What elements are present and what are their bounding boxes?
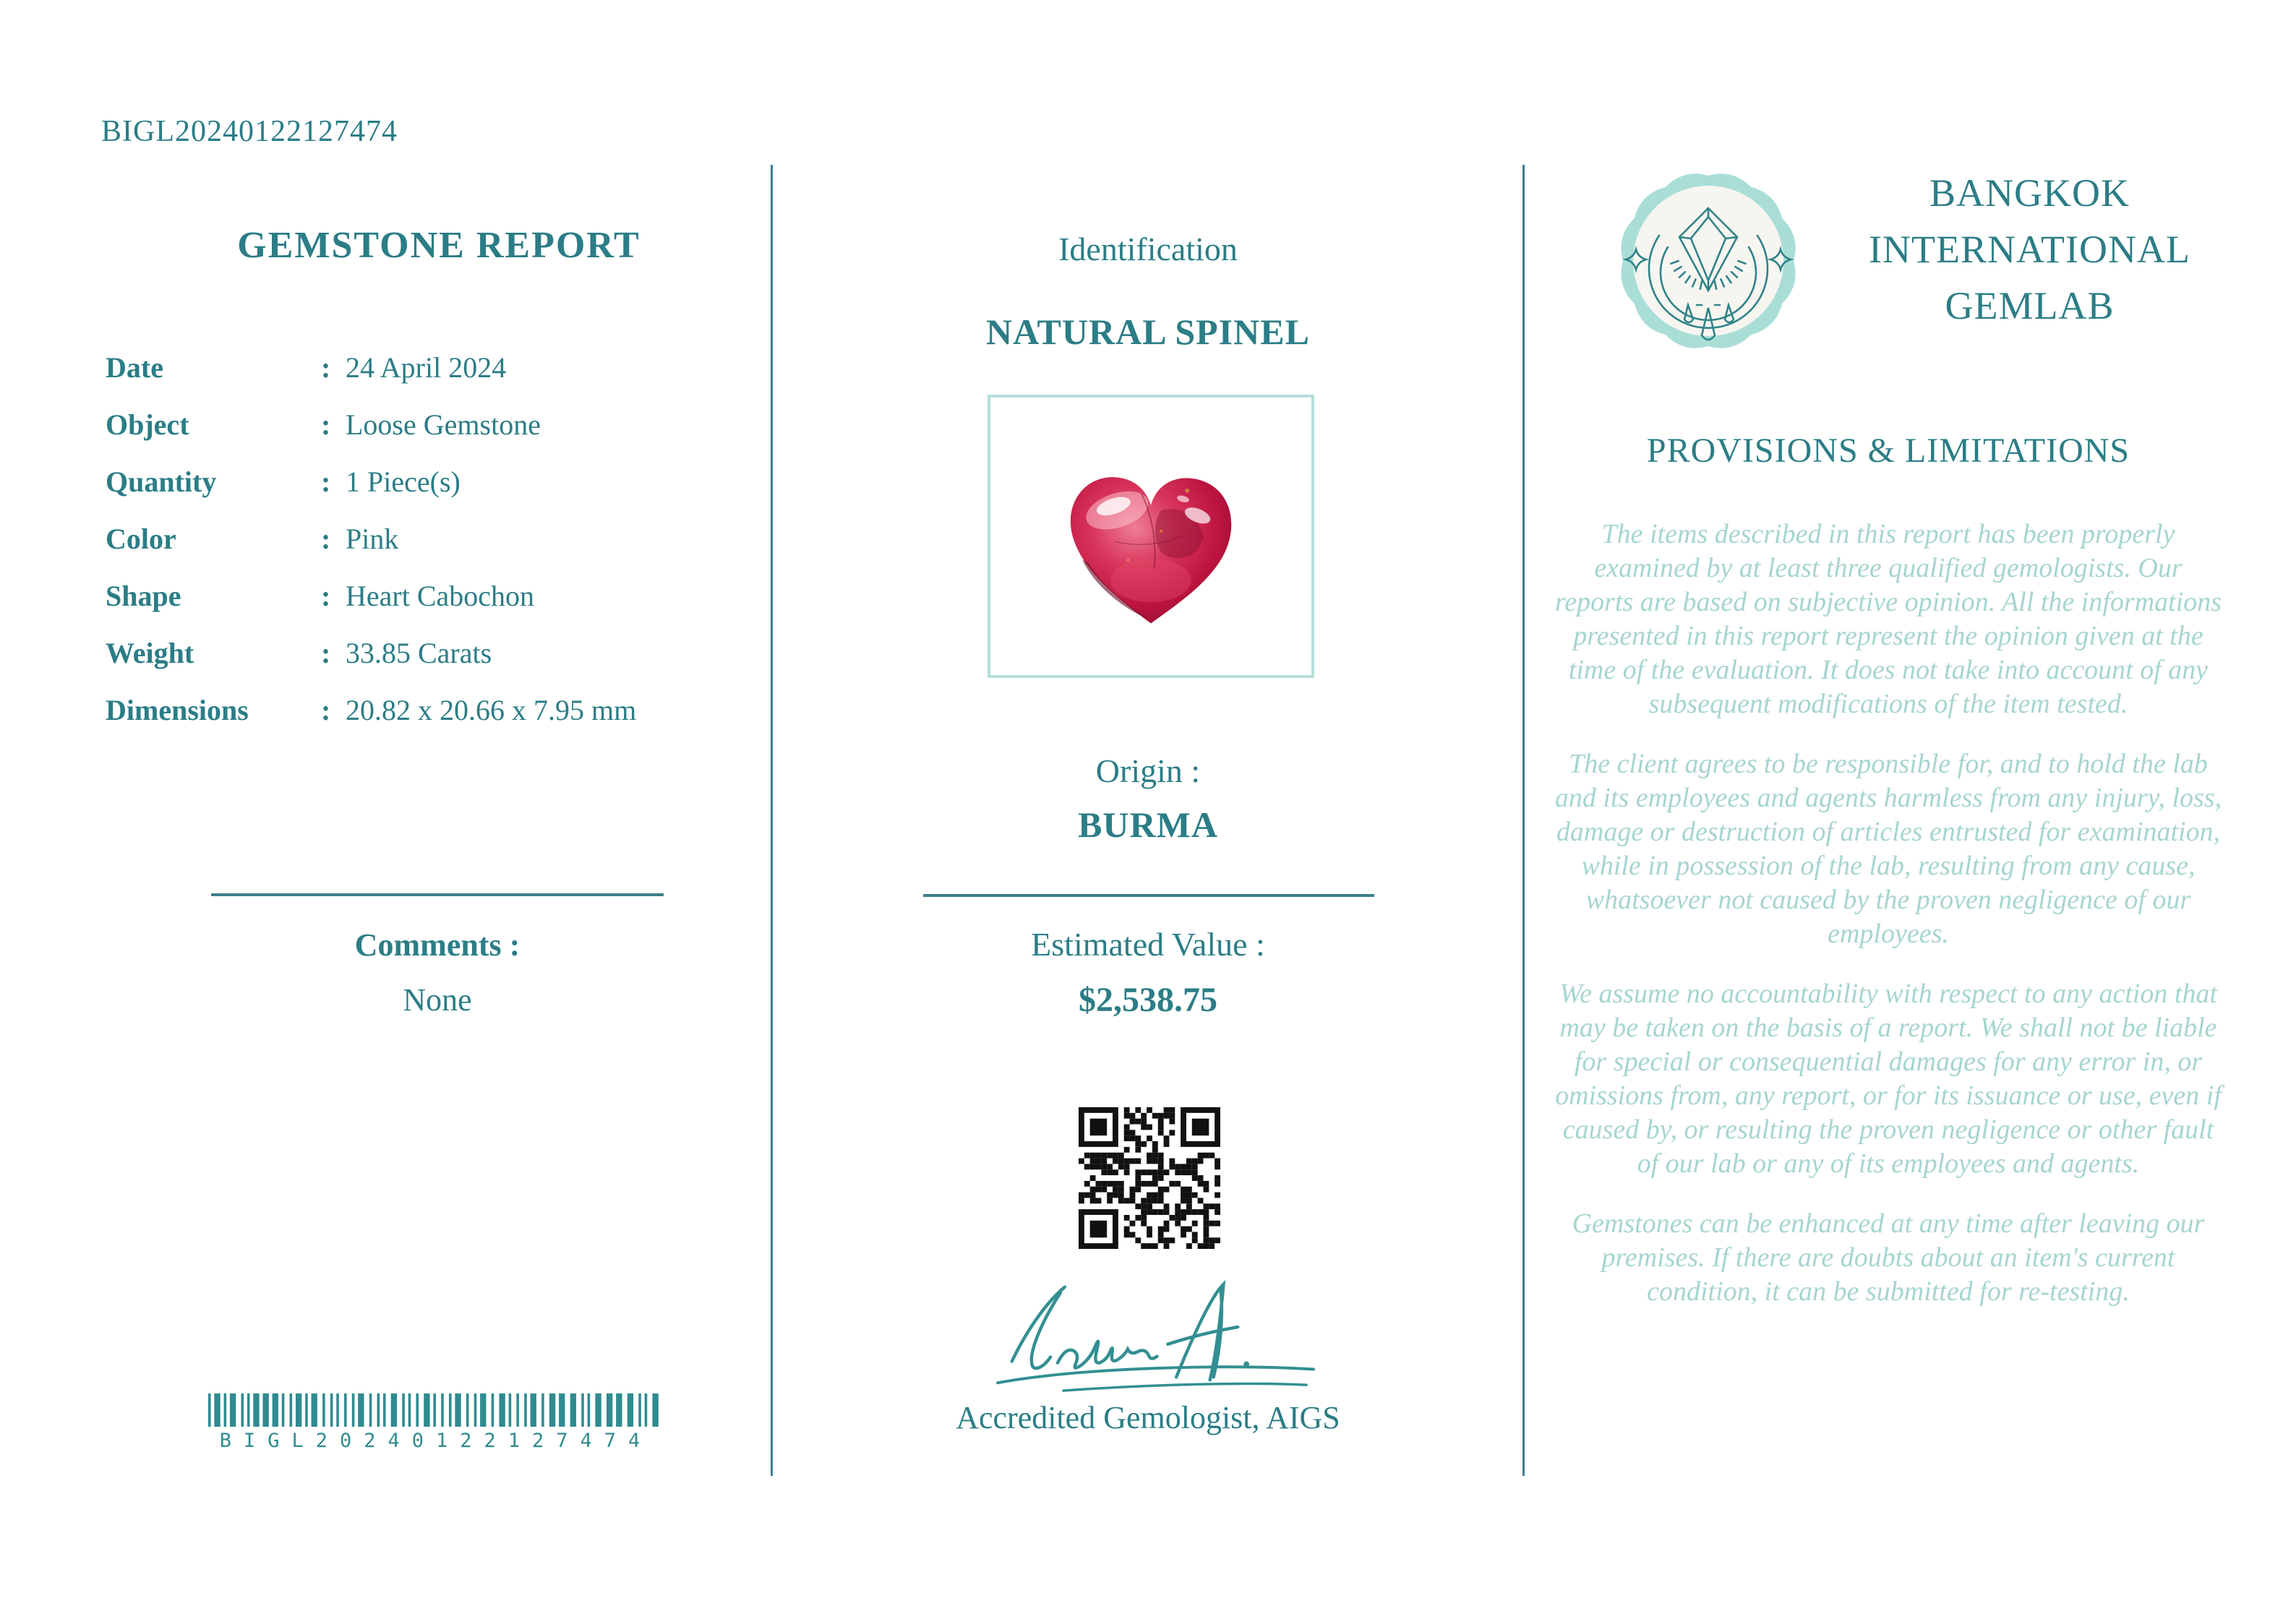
detail-value: 1 Piece(s) <box>346 465 461 498</box>
provisions-paragraph: We assume no accountability with respect to any action that may be taken on the basis of a report. We shall not be liable for special or consequential damages for any error in, or omissions from, any report, or for its issuance or use, even if caused by, or resulting the proven negligence or other fault of our lab or any of its employees and agents. <box>1555 979 2222 1179</box>
gemologist-title: Accredited Gemologist, AIGS <box>956 1400 1340 1435</box>
species-name: NATURAL SPINEL <box>986 312 1310 352</box>
signature-image <box>992 1273 1321 1396</box>
detail-row <box>106 624 727 682</box>
comments-label: Comments : <box>354 927 521 963</box>
detail-value: 20.82 x 20.66 x 7.95 mm <box>346 694 637 726</box>
detail-value: Pink <box>346 523 399 555</box>
lab-name-line: BANGKOK <box>1929 171 2130 215</box>
provisions-title: PROVISIONS & LIMITATIONS <box>1646 431 2130 470</box>
detail-colon: : <box>321 351 331 384</box>
detail-colon: : <box>321 523 331 555</box>
detail-row <box>106 396 727 453</box>
detail-colon: : <box>321 580 331 612</box>
provisions-paragraph: The items described in this report has been properly examined by at least three qualified gemologists. Our reports are based on subjective opinion. All the informations presented in this report represent the opinion given at the time of the evaluation. It does not take into account of any subsequent modifications of the item tested. <box>1554 519 2222 719</box>
detail-row <box>106 510 727 567</box>
lab-name-line: INTERNATIONAL <box>1869 228 2190 271</box>
detail-label: Dimensions <box>106 694 249 726</box>
detail-label: Shape <box>106 580 181 612</box>
qr-code <box>1079 1107 1220 1249</box>
detail-label: Color <box>106 523 176 555</box>
detail-label: Date <box>106 351 163 384</box>
certificate-number: BIGL20240122127474 <box>101 115 398 148</box>
detail-value: Loose Gemstone <box>346 408 541 441</box>
divider <box>923 894 1374 897</box>
barcode-bars <box>208 1393 664 1427</box>
estimated-value: $2,538.75 <box>1079 981 1217 1019</box>
detail-colon: : <box>321 408 331 441</box>
detail-label: Quantity <box>106 465 217 498</box>
lab-logo <box>1617 166 1799 356</box>
detail-colon: : <box>321 465 331 498</box>
detail-value: Heart Cabochon <box>346 580 535 612</box>
detail-value: 33.85 Carats <box>346 637 492 669</box>
detail-row <box>106 682 727 739</box>
provisions-paragraphs <box>1552 517 2224 1335</box>
detail-value: 24 April 2024 <box>346 351 507 384</box>
identification-label: Identification <box>1058 231 1238 267</box>
lab-name-line: GEMLAB <box>1945 284 2115 327</box>
report-details <box>106 339 727 739</box>
qr-code-image <box>1079 1107 1220 1249</box>
detail-label: Weight <box>106 637 194 669</box>
detail-row <box>106 339 727 396</box>
lab-name <box>1822 165 2237 334</box>
origin-value: BURMA <box>1078 804 1218 845</box>
gemstone-photo <box>1032 428 1270 645</box>
detail-colon: : <box>321 694 331 726</box>
comments-value: None <box>403 982 472 1018</box>
barcode <box>208 1393 664 1452</box>
lab-logo-badge-icon <box>1617 166 1799 356</box>
column-divider <box>771 165 773 1476</box>
detail-colon: : <box>321 637 331 669</box>
barcode-text: BIGL20240122127474 <box>219 1430 653 1452</box>
detail-label: Object <box>106 408 189 441</box>
provisions-paragraph: The client agrees to be responsible for, and to hold the lab and its employees and agents harmless from any injury, loss, damage or destruction of articles entrusted for examination, while in possession of the lab, resulting from any cause, whatsoever not caused by the proven negligence of our employees. <box>1554 749 2222 949</box>
origin-label: Origin : <box>1095 752 1201 789</box>
detail-row <box>106 567 727 624</box>
column-divider <box>1522 165 1525 1476</box>
gemstone-photo-frame <box>988 395 1314 678</box>
divider <box>211 893 664 896</box>
estimated-value-label: Estimated Value : <box>1031 926 1265 963</box>
report-title: GEMSTONE REPORT <box>237 225 641 266</box>
provisions-paragraph: Gemstones can be enhanced at any time after leaving our premises. If there are doubts about an item's current condition, it can be submitted for re-testing. <box>1572 1208 2205 1307</box>
detail-row <box>106 453 727 510</box>
gemologist-signature <box>992 1273 1321 1396</box>
